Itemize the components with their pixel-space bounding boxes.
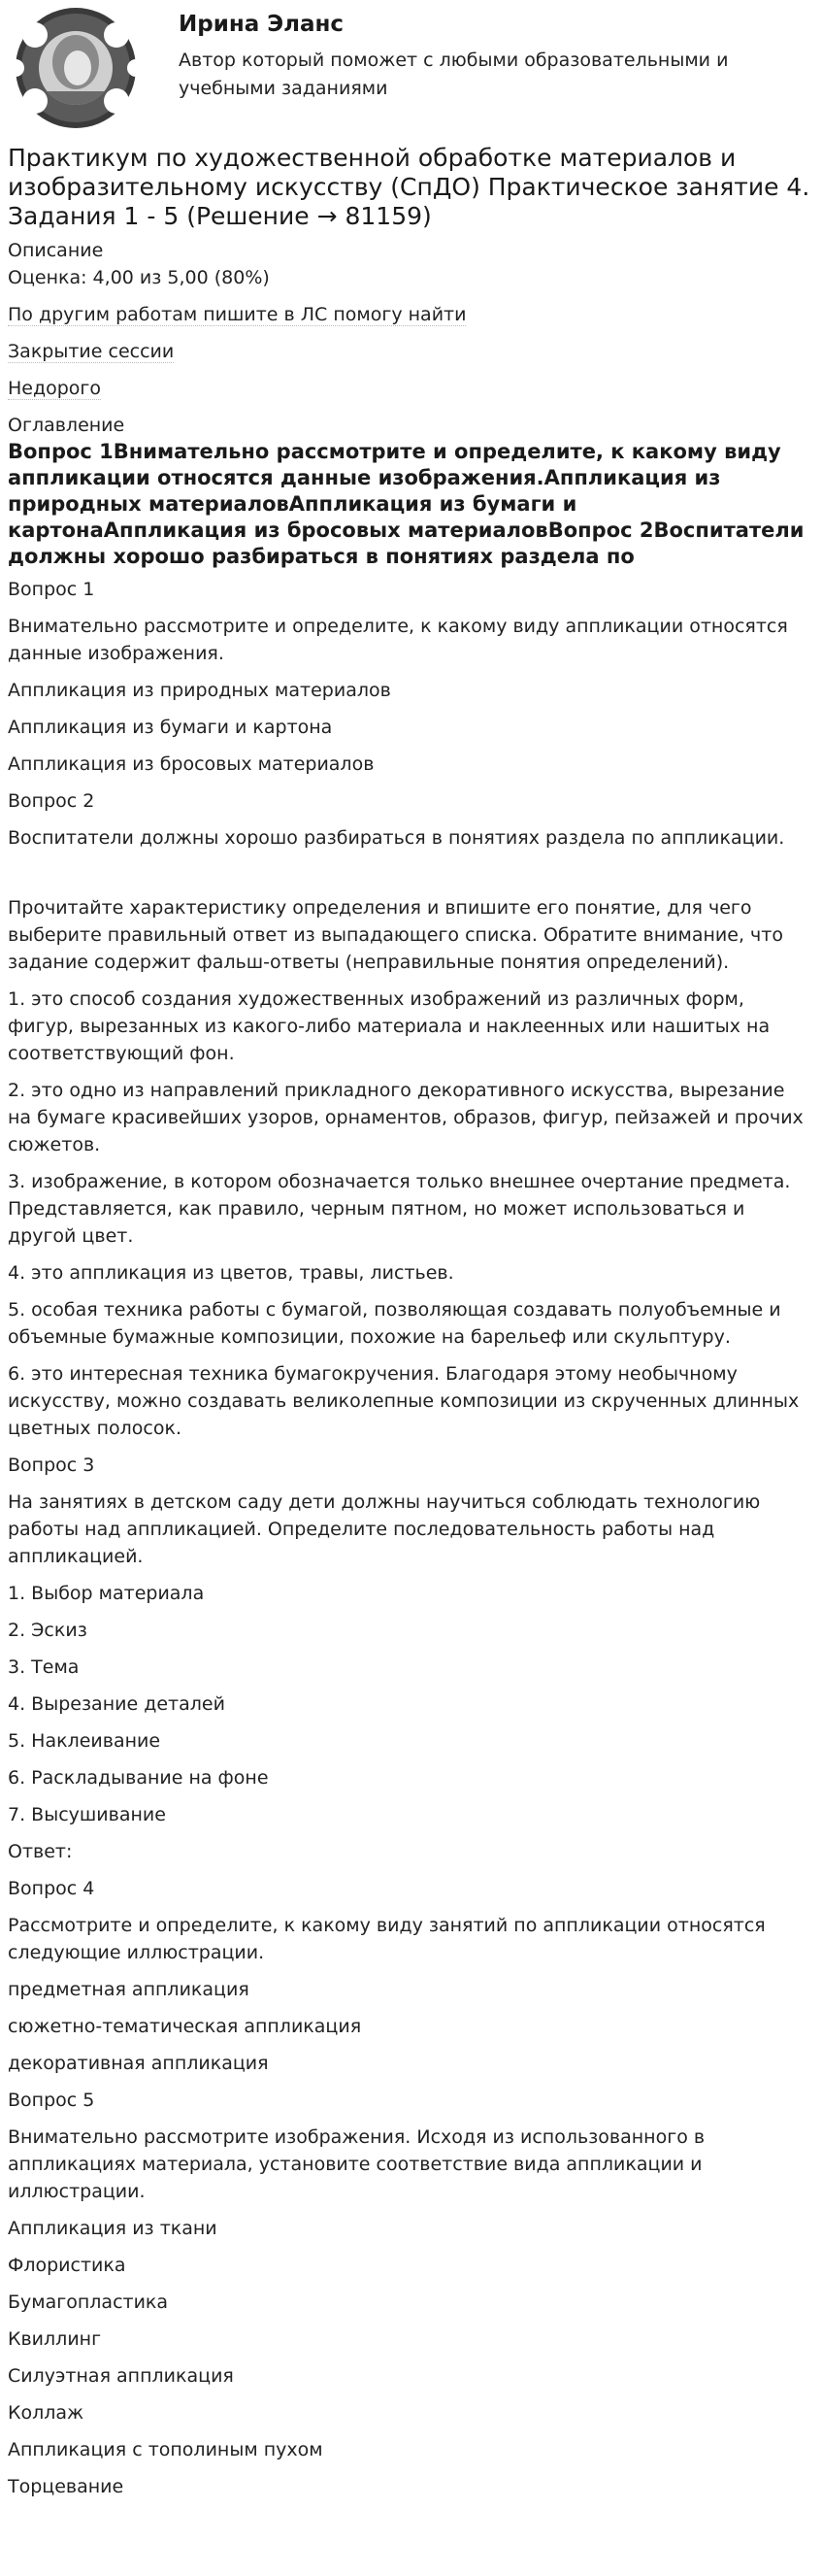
rating-text: Оценка: 4,00 из 5,00 (80%) (8, 267, 270, 288)
q5-text: Внимательно рассмотрите изображения. Исходя из использованного в аппликациях материала, установите соответствие вида аппликации и иллюстрации. (8, 2126, 706, 2202)
q1-option: Аппликация из бросовых материалов (8, 753, 375, 775)
q5-option: Коллаж (8, 2402, 84, 2424)
q2-label: Вопрос 2 (8, 790, 95, 812)
q4-option: предметная аппликация (8, 1979, 249, 2000)
q1-option: Аппликация из природных материалов (8, 680, 391, 701)
q4-option: декоративная аппликация (8, 2053, 269, 2074)
q2-text: Воспитатели должны хорошо разбираться в понятиях раздела по аппликации. (8, 827, 785, 849)
q3-answer-label: Ответ: (8, 1841, 73, 1862)
author-description: Автор который поможет с любыми образовательными и учебными заданиями (179, 50, 729, 99)
note-price: Недорого (8, 378, 102, 399)
q4-option: сюжетно-тематическая аппликация (8, 2016, 362, 2037)
q2-item: 6. это интересная техника бумагокручения. Благодаря этому необычному искусству, можно создавать великолепные композиции из скрученных длинных цветных полосок. (8, 1363, 800, 1439)
q5-option: Силуэтная аппликация (8, 2365, 234, 2387)
q3-step: 3. Тема (8, 1656, 80, 1678)
spacer (8, 861, 813, 894)
q2-instruction: Прочитайте характеристику определения и впишите его понятие, для чего выберите правильный ответ из выпадающего списка. Обратите внимание, что задание содержит фальш-ответы (неправильные понятия определений). (8, 897, 783, 973)
q5-option: Аппликация с тополиным пухом (8, 2439, 323, 2460)
q3-step: 6. Раскладывание на фоне (8, 1767, 269, 1789)
author-avatar[interactable] (6, 6, 146, 130)
author-card (0, 0, 822, 146)
toc-links[interactable]: Вопрос 1Внимательно рассмотрите и определите, к какому виду аппликации относятся данные изображения.Аппликация из природных материаловАппликация из бумаги и картонаАппликация из бросовых материаловВопрос 2Воспитатели должны хорошо разбираться в понятиях раздела по (8, 440, 805, 568)
q1-text: Внимательно рассмотрите и определите, к какому виду аппликации относятся данные изображения. (8, 616, 788, 664)
description-label: Описание (8, 240, 104, 261)
q1-option: Аппликация из бумаги и картона (8, 717, 333, 738)
q2-item: 5. особая техника работы с бумагой, позволяющая создавать полуобъемные и объемные бумажные композиции, похожие на барельеф или скульптуру. (8, 1299, 781, 1348)
q3-step: 5. Наклеивание (8, 1730, 161, 1752)
q3-step: 2. Эскиз (8, 1620, 87, 1641)
q5-option: Бумагопластика (8, 2292, 169, 2313)
q3-step: 1. Выбор материала (8, 1583, 205, 1604)
q5-option: Торцевание (8, 2476, 124, 2497)
q5-option: Квиллинг (8, 2328, 102, 2350)
note-contact: По другим работам пишите в ЛС помогу найти (8, 304, 467, 325)
q1-label: Вопрос 1 (8, 579, 95, 600)
q2-item: 4. это аппликация из цветов, травы, листьев. (8, 1262, 454, 1284)
q4-label: Вопрос 4 (8, 1878, 95, 1899)
note-session: Закрытие сессии (8, 341, 175, 362)
q2-item: 1. это способ создания художественных изображений из различных форм, фигур, вырезанных из какого-либо материала и наклеенных или нашитых на соответствующий фон. (8, 988, 771, 1064)
q2-item: 3. изображение, в котором обозначается только внешнее очертание предмета. Представляется, как правило, черным пятном, но может использоваться и другой цвет. (8, 1171, 791, 1247)
q5-option: Аппликация из ткани (8, 2218, 217, 2239)
q2-item: 2. это одно из направлений прикладного декоративного искусства, вырезание на бумаге красивейших узоров, орнаментов, образов, фигур, пейзажей и прочих сюжетов. (8, 1080, 804, 1155)
q3-text: На занятиях в детском саду дети должны научиться соблюдать технологию работы над аппликацией. Определите последовательность работы над аппликацией. (8, 1491, 761, 1567)
author-name[interactable]: Ирина Эланс (179, 12, 345, 37)
toc-label: Оглавление (8, 415, 125, 436)
work-content (8, 144, 813, 2510)
q3-label: Вопрос 3 (8, 1455, 95, 1476)
q5-option: Флористика (8, 2255, 126, 2276)
q5-label: Вопрос 5 (8, 2090, 95, 2111)
page-title: Практикум по художественной обработке материалов и изобразительному искусству (СпДО) Практическое занятие 4. Задания 1 - 5 (Решение → 81159) (8, 144, 810, 230)
q3-step: 4. Вырезание деталей (8, 1693, 225, 1715)
q3-step: 7. Высушивание (8, 1804, 166, 1825)
q4-text: Рассмотрите и определите, к какому виду занятий по аппликации относятся следующие иллюстрации. (8, 1915, 766, 1963)
